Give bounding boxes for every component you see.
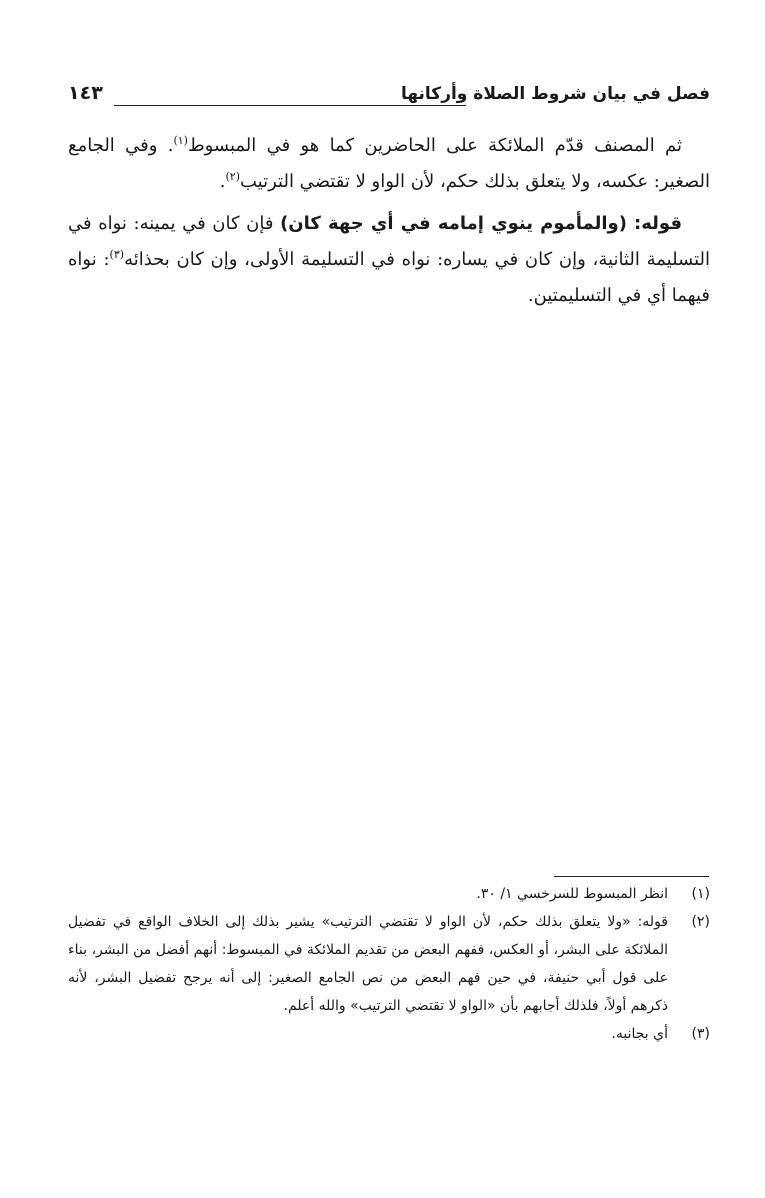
- chapter-title: فصل في بيان شروط الصلاة وأركانها: [400, 84, 710, 104]
- text-segment: .: [219, 171, 226, 192]
- footnote-ref-1: (١): [173, 134, 188, 147]
- paragraph-1: [68, 128, 710, 200]
- footnote-ref-3: (٣): [109, 248, 125, 261]
- running-header: [68, 84, 710, 114]
- footnote-number: (١): [691, 886, 710, 902]
- footnote-text: أي بجانبه.: [611, 1026, 668, 1042]
- footnote-number: (٢): [691, 914, 710, 930]
- header-rule: [114, 105, 466, 106]
- footnote-1: [68, 880, 710, 908]
- text-segment: ثم المصنف قدّم الملائكة على الحاضرين كما هو في المبسوط: [187, 135, 683, 156]
- text-segment: فإن كان في يمينه: نواه في التسليمة الثانية، وإن كان في يساره: نواه في التسليمة الأولى، وإن كان بحذائه: [68, 213, 710, 270]
- footnote-ref-2: (٢): [225, 170, 240, 183]
- footnote-3: [68, 1020, 710, 1048]
- text-segment: . وفي الجامع الصغير: عكسه، ولا يتعلق بذلك حكم، لأن الواو لا تقتضي الترتيب: [68, 135, 710, 192]
- paragraph-2: [68, 206, 710, 314]
- commentary-lemma: قوله: (والمأموم ينوي إمامه في أي جهة كان): [280, 213, 682, 234]
- footnote-number: (٣): [691, 1026, 710, 1042]
- footnote-text: انظر المبسوط للسرخسي ١/ ٣٠.: [476, 886, 668, 902]
- text-segment: : نواه فيهما أي في التسليمتين.: [68, 249, 710, 306]
- footnote-2: [68, 908, 710, 1020]
- footnote-text: قوله: «ولا يتعلق بذلك حكم، لأن الواو لا تقتضي الترتيب» يشير بذلك إلى الخلاف الواقع في تفضيل الملائكة على البشر، أو العكس، ففهم البعض من تقديم الملائكة في المبسوط: أنهم أفضل من البشر، بناء على قول أبي حنيفة، في حين فهم البعض من نص الجامع الصغير: إلى أنه يرجح تفضيل البشر، لأنه ذكرهم أولاً، فلذلك أجابهم بأن «الواو لا تقتضي الترتيب» والله أعلم.: [68, 914, 668, 1014]
- footnotes: [68, 880, 710, 1048]
- page-number: ١٤٣: [68, 82, 103, 104]
- footnote-separator: [554, 876, 709, 877]
- main-text: [68, 128, 710, 320]
